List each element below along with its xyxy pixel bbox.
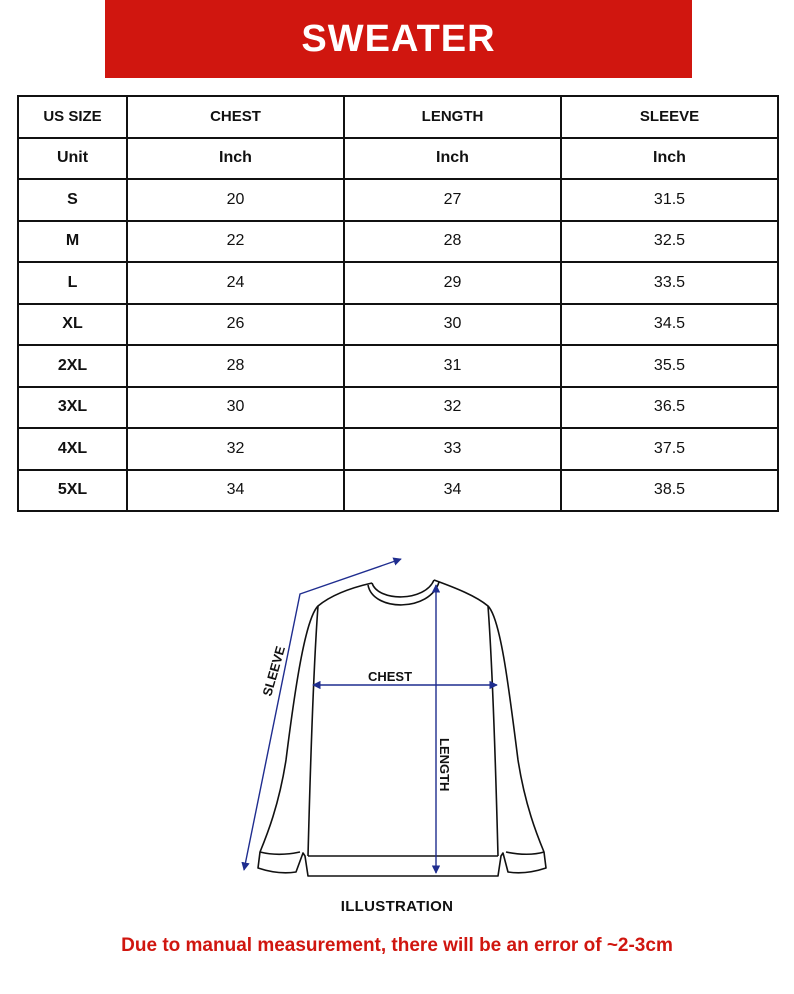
size-chart-table	[17, 95, 779, 512]
measurement-note: Due to manual measurement, there will be an error of ~2-3cm	[121, 935, 673, 956]
table-row	[18, 179, 778, 221]
cell-sleeve: 32.5	[561, 221, 778, 263]
cell-size: XL	[18, 304, 127, 346]
cell-sleeve: 35.5	[561, 345, 778, 387]
cell-chest: 34	[127, 470, 344, 512]
unit-sleeve: Inch	[561, 138, 778, 180]
cell-size: M	[18, 221, 127, 263]
cell-length: 29	[344, 262, 561, 304]
cell-sleeve: 33.5	[561, 262, 778, 304]
cell-sleeve: 37.5	[561, 428, 778, 470]
cell-length: 28	[344, 221, 561, 263]
cell-sleeve: 31.5	[561, 179, 778, 221]
cell-length: 27	[344, 179, 561, 221]
unit-label: Unit	[18, 138, 127, 180]
sweater-illustration	[0, 540, 794, 920]
cell-size: S	[18, 179, 127, 221]
cell-size: 5XL	[18, 470, 127, 512]
header-sleeve: SLEEVE	[561, 96, 778, 138]
table-row	[18, 470, 778, 512]
cell-chest: 32	[127, 428, 344, 470]
table-row	[18, 221, 778, 263]
cell-chest: 22	[127, 221, 344, 263]
cell-sleeve: 38.5	[561, 470, 778, 512]
cell-chest: 20	[127, 179, 344, 221]
illustration-caption: ILLUSTRATION	[340, 898, 454, 915]
table-header-row	[18, 96, 778, 138]
length-label: LENGTH	[437, 738, 452, 792]
sweater-outline	[258, 580, 546, 876]
cell-size: L	[18, 262, 127, 304]
cell-size: 2XL	[18, 345, 127, 387]
unit-chest: Inch	[127, 138, 344, 180]
header-length: LENGTH	[344, 96, 561, 138]
page-title: SWEATER	[301, 17, 496, 60]
cell-length: 34	[344, 470, 561, 512]
table-row	[18, 345, 778, 387]
chest-label: CHEST	[367, 669, 413, 684]
header-chest: CHEST	[127, 96, 344, 138]
cell-size: 4XL	[18, 428, 127, 470]
table-row	[18, 304, 778, 346]
cell-chest: 28	[127, 345, 344, 387]
sleeve-label: SLEEVE	[259, 644, 289, 698]
cell-chest: 24	[127, 262, 344, 304]
sleeve-arrow	[244, 559, 401, 870]
table-row	[18, 262, 778, 304]
cell-length: 30	[344, 304, 561, 346]
cell-sleeve: 34.5	[561, 304, 778, 346]
unit-length: Inch	[344, 138, 561, 180]
table-unit-row	[18, 138, 778, 180]
title-banner	[105, 0, 692, 78]
measure-arrows	[244, 559, 497, 873]
cell-chest: 26	[127, 304, 344, 346]
cell-length: 31	[344, 345, 561, 387]
table-row	[18, 387, 778, 429]
cell-size: 3XL	[18, 387, 127, 429]
table-row	[18, 428, 778, 470]
cell-length: 32	[344, 387, 561, 429]
cell-chest: 30	[127, 387, 344, 429]
cell-sleeve: 36.5	[561, 387, 778, 429]
header-us-size: US SIZE	[18, 96, 127, 138]
cell-length: 33	[344, 428, 561, 470]
